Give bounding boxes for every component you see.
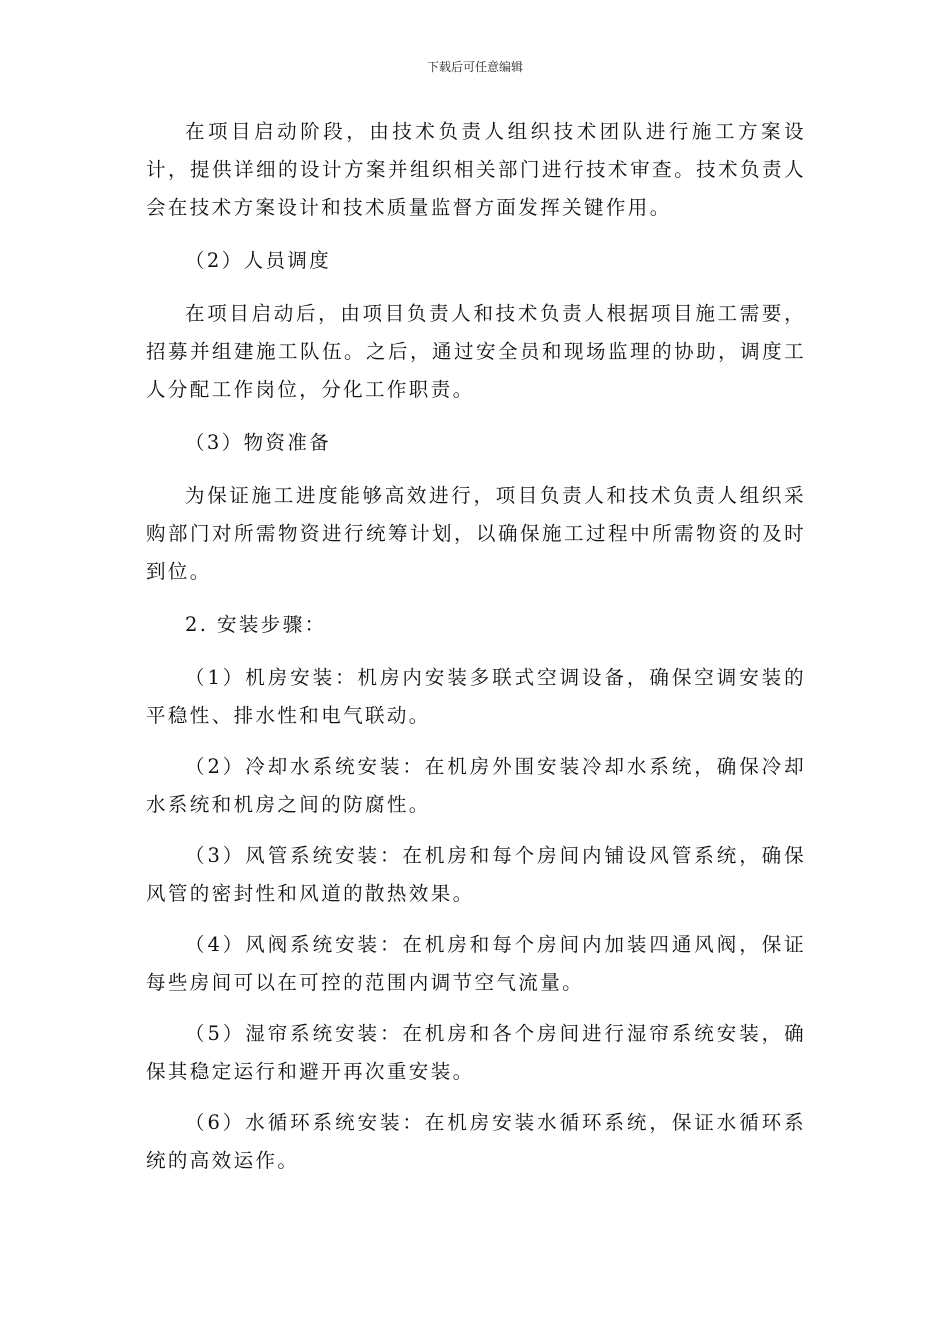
step-machine-room: （1）机房安装：机房内安装多联式空调设备，确保空调安装的平稳性、排水性和电气联动。	[146, 666, 806, 727]
heading-staffing: （2）人员调度	[185, 249, 332, 272]
paragraph-materials: 为保证施工进度能够高效进行，项目负责人和技术负责人组织采购部门对所需物资进行统筹计划，以确保施工过程中所需物资的及时到位。	[146, 484, 806, 583]
page-header: 下载后可任意编辑	[426, 60, 523, 74]
heading-install-steps: 2. 安装步骤：	[185, 613, 327, 636]
step-air-valve: （4）风阀系统安装：在机房和每个房间内加装四通风阀，保证每些房间可以在可控的范围内调节空气流量。	[146, 933, 806, 994]
step-air-duct: （3）风管系统安装：在机房和每个房间内铺设风管系统，确保风管的密封性和风道的散热效果。	[146, 844, 806, 905]
paragraph-tech-design: 在项目启动阶段，由技术负责人组织技术团队进行施工方案设计，提供详细的设计方案并组织相关部门进行技术审查。技术负责人会在技术方案设计和技术质量监督方面发挥关键作用。	[146, 120, 806, 219]
heading-materials: （3）物资准备	[185, 431, 332, 454]
step-wet-curtain: （5）湿帘系统安装：在机房和各个房间进行湿帘系统安装，确保其稳定运行和避开再次重安装。	[146, 1022, 806, 1083]
step-cooling-water: （2）冷却水系统安装：在机房外围安装冷却水系统，确保冷却水系统和机房之间的防腐性。	[146, 755, 806, 816]
document-body	[146, 113, 806, 1180]
step-water-circulation: （6）水循环系统安装：在机房安装水循环系统，保证水循环系统的高效运作。	[146, 1111, 806, 1172]
paragraph-staffing: 在项目启动后，由项目负责人和技术负责人根据项目施工需要，招募并组建施工队伍。之后，通过安全员和现场监理的协助，调度工人分配工作岗位，分化工作职责。	[146, 302, 806, 401]
